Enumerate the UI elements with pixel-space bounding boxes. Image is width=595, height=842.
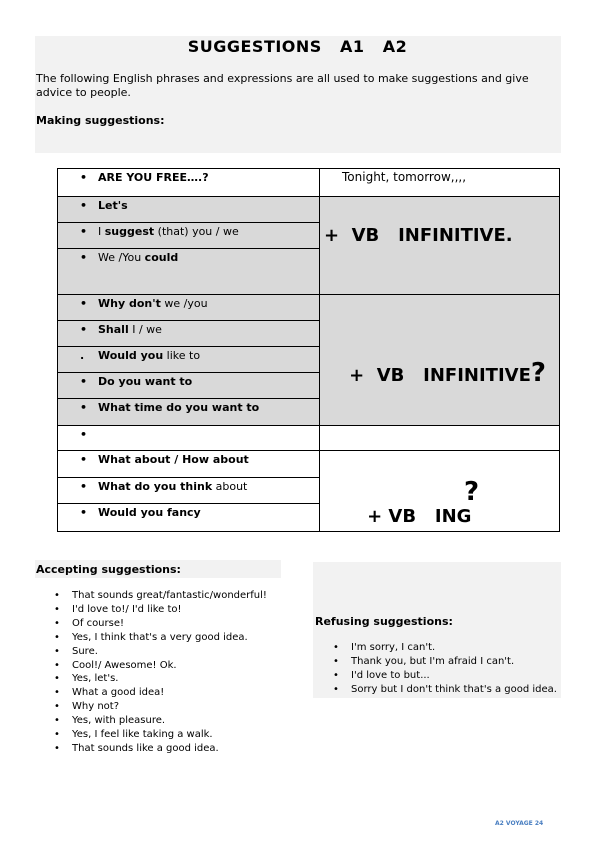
row-divider [58, 398, 320, 399]
row-divider [58, 477, 320, 478]
phrase-row [80, 199, 128, 212]
list-item: • I'd love to!/ I'd like to! [54, 603, 267, 617]
list-item: • Sorry but I don't think that's a good idea. [333, 683, 559, 697]
row-divider [58, 196, 559, 197]
phrase-bold: suggest [104, 225, 155, 238]
row-divider [58, 503, 320, 504]
phrase-bold: Would you fancy [98, 506, 201, 519]
rule-text: + VB INFINITIVE [349, 365, 531, 386]
list-item: • Yes, I think that's a very good idea. [54, 631, 267, 645]
phrase-bold: could [144, 251, 179, 264]
phrase-bold: What time do you want to [98, 401, 260, 414]
phrase-row [80, 297, 208, 310]
phrase-row [80, 401, 259, 414]
phrase-rest: about [212, 480, 248, 493]
list-item: • Thank you, but I'm afraid I can't. [333, 655, 559, 669]
bullet: • [80, 428, 88, 441]
list-item: • Sure. [54, 645, 267, 659]
phrase-rest: like to [163, 349, 201, 362]
phrase-bold: What about / How about [98, 453, 249, 466]
question-mark: ? [464, 477, 480, 507]
refusing-list [333, 641, 559, 697]
phrase-row [80, 506, 201, 519]
row-divider [58, 320, 320, 321]
row-divider [58, 294, 559, 295]
phrase-bold: Would you [98, 349, 164, 362]
phrase-rest: (that) you / we [154, 225, 239, 238]
bullet: • [80, 251, 88, 264]
bullet: • [80, 225, 88, 238]
list-item: • Why not? [54, 700, 267, 714]
phrase-row [80, 323, 162, 336]
row-divider [58, 425, 559, 426]
row-divider [58, 372, 320, 373]
list-item: • Yes, with pleasure. [54, 714, 267, 728]
phrase-row [80, 428, 98, 441]
phrase-row [80, 349, 200, 362]
phrase-row [80, 225, 239, 238]
bullet: • [80, 323, 88, 336]
phrase-rest: we /you [160, 297, 208, 310]
bullet: • [80, 480, 88, 493]
phrase-pre: We /You [98, 251, 145, 264]
rule-infinitive: + VB INFINITIVE. [324, 225, 513, 246]
bullet: . [80, 349, 85, 362]
rule-text: + VB ING [367, 506, 472, 527]
list-item: • Of course! [54, 617, 267, 631]
list-item: • That sounds great/fantastic/wonderful! [54, 589, 267, 603]
refusing-heading: Refusing suggestions: [315, 615, 453, 628]
rule-infinitive-question [324, 337, 546, 409]
phrase-bold: Let's [98, 199, 128, 212]
footer-label: A2 VOYAGE 24 [495, 820, 544, 827]
row-divider [58, 346, 320, 347]
phrase-table [57, 168, 560, 532]
phrase-row [80, 171, 209, 184]
row-divider [58, 222, 320, 223]
phrase-row [80, 480, 247, 493]
row-divider [58, 248, 320, 249]
intro-paragraph: The following English phrases and expressions are all used to make suggestions and give advice to people. [36, 72, 529, 99]
bullet: • [80, 199, 88, 212]
list-item: • Cool!/ Awesome! Ok. [54, 659, 267, 673]
rule-ing [342, 485, 471, 548]
free-time-note: Tonight, tomorrow,,,, [342, 170, 467, 184]
list-item: • Yes, I feel like taking a walk. [54, 728, 267, 742]
phrase-bold: Why don't [98, 297, 161, 310]
phrase-rest: I / we [128, 323, 162, 336]
bullet: • [80, 297, 88, 310]
question-mark: ? [530, 358, 546, 388]
phrase-bold: ARE YOU FREE….? [98, 171, 209, 184]
phrase-row [80, 375, 192, 388]
phrase-row [80, 453, 249, 466]
list-item: • Yes, let's. [54, 672, 267, 686]
page-title: SUGGESTIONS A1 A2 [187, 37, 408, 56]
bullet: • [80, 375, 88, 388]
bullet: • [80, 453, 88, 466]
bullet: • [80, 506, 88, 519]
list-item: • That sounds like a good idea. [54, 742, 267, 756]
bullet: • [80, 401, 88, 414]
phrase-pre: I [98, 225, 105, 238]
row-divider [58, 450, 559, 451]
list-item: • What a good idea! [54, 686, 267, 700]
phrase-row [80, 251, 178, 264]
accepting-heading: Accepting suggestions: [36, 563, 181, 576]
accepting-list [54, 589, 267, 756]
bullet: • [80, 171, 88, 184]
phrase-bold: Shall [98, 323, 129, 336]
making-suggestions-heading: Making suggestions: [36, 114, 165, 127]
list-item: • I'm sorry, I can't. [333, 641, 559, 655]
list-item: • I'd love to but... [333, 669, 559, 683]
phrase-bold: Do you want to [98, 375, 193, 388]
phrase-bold: What do you think [98, 480, 213, 493]
